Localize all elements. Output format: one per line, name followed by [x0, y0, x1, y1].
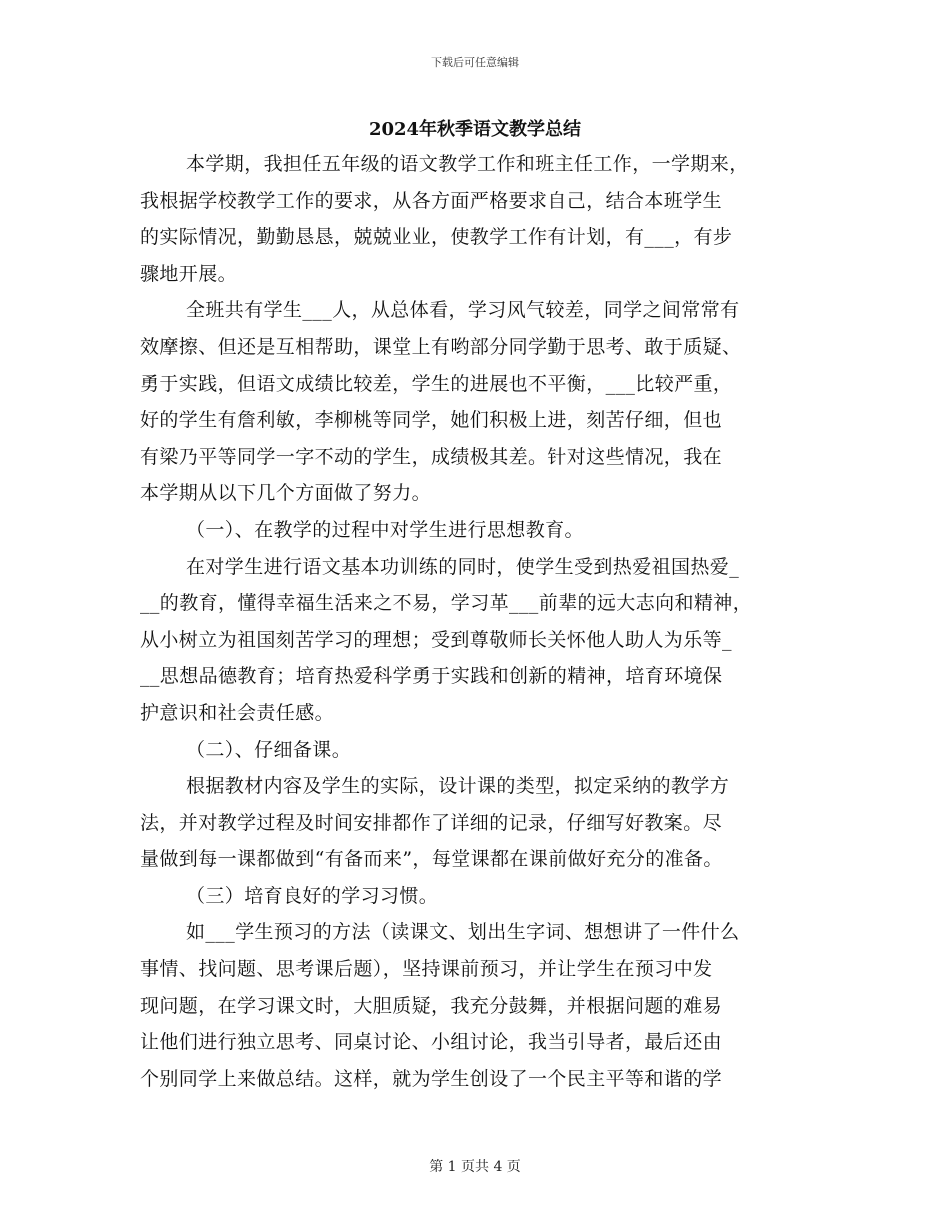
page-footer: 第 1 页共 4 页	[429, 1159, 521, 1175]
document-title: 2024年秋季语文教学总结	[368, 119, 582, 140]
text-line: （二）、仔细备课。	[186, 738, 352, 761]
text-line: 好的学生有詹利敏，李柳桃等同学，她们积极上进，刻苦仔细，但也	[140, 409, 723, 432]
text-line: 本学期，我担任五年级的语文教学工作和班主任工作，一学期来，	[186, 153, 749, 175]
text-line: 在对学生进行语文基本功训练的同时，使学生受到热爱祖国热爱_	[186, 555, 740, 578]
text-line: 护意识和社会责任感。	[140, 701, 335, 724]
text-line: 全班共有学生___人，从总体看，学习风气较差，同学之间常常有	[186, 299, 740, 322]
text-line: 的实际情况，勤勤恳恳，兢兢业业，使教学工作有计划，有___，有步	[140, 226, 733, 249]
text-line: 法，并对教学过程及时间安排都作了详细的记录，仔细写好教案。尽	[140, 811, 723, 834]
text-line: __思想品德教育；培育热爱科学勇于实践和创新的精神，培育环境保	[140, 665, 723, 688]
text-line: 事情、找问题、思考课后题），坚持课前预习，并让学生在预习中发	[140, 958, 713, 981]
text-line: 让他们进行独立思考、同桌讨论、小组讨论，我当引导者，最后还由	[140, 1031, 723, 1054]
text-line: 个别同学上来做总结。这样，就为学生创设了一个民主平等和谐的学	[140, 1067, 723, 1090]
text-line: 根据教材内容及学生的实际，设计课的类型，拟定采纳的教学方	[186, 775, 730, 798]
text-line: 如___学生预习的方法（读课文、划出生字词、想想讲了一件什么	[186, 921, 740, 944]
text-line: 从小树立为祖国刻苦学习的理想；受到尊敬师长关怀他人助人为乐等_	[140, 628, 732, 651]
text-line: 有梁乃平等同学一字不动的学生，成绩极其差。针对这些情况，我在	[140, 445, 723, 468]
text-line: 效摩擦、但还是互相帮助，课堂上有哟部分同学勤于思考、敢于质疑、	[140, 335, 742, 358]
text-line: （三）培育良好的学习习惯。	[186, 884, 439, 907]
text-line: 量做到每一课都做到“有备而来”，每堂课都在课前做好充分的准备。	[140, 848, 723, 871]
text-line: 骤地开展。	[140, 262, 238, 285]
text-line: 现问题，在学习课文时，大胆质疑，我充分鼓舞，并根据问题的难易	[140, 994, 723, 1017]
text-line: 本学期从以下几个方面做了努力。	[140, 482, 432, 505]
text-line: __的教育，懂得幸福生活来之不易，学习革___前辈的远大志向和精神，	[140, 592, 753, 615]
page-header: 下载后可任意编辑	[431, 56, 519, 69]
text-line: 我根据学校教学工作的要求，从各方面严格要求自己，结合本班学生	[140, 189, 723, 212]
text-line: 勇于实践，但语文成绩比较差，学生的进展也不平衡，___比较严重，	[140, 372, 733, 395]
document-body	[140, 146, 812, 1097]
text-line: （一）、在教学的过程中对学生进行思想教育。	[186, 518, 584, 541]
